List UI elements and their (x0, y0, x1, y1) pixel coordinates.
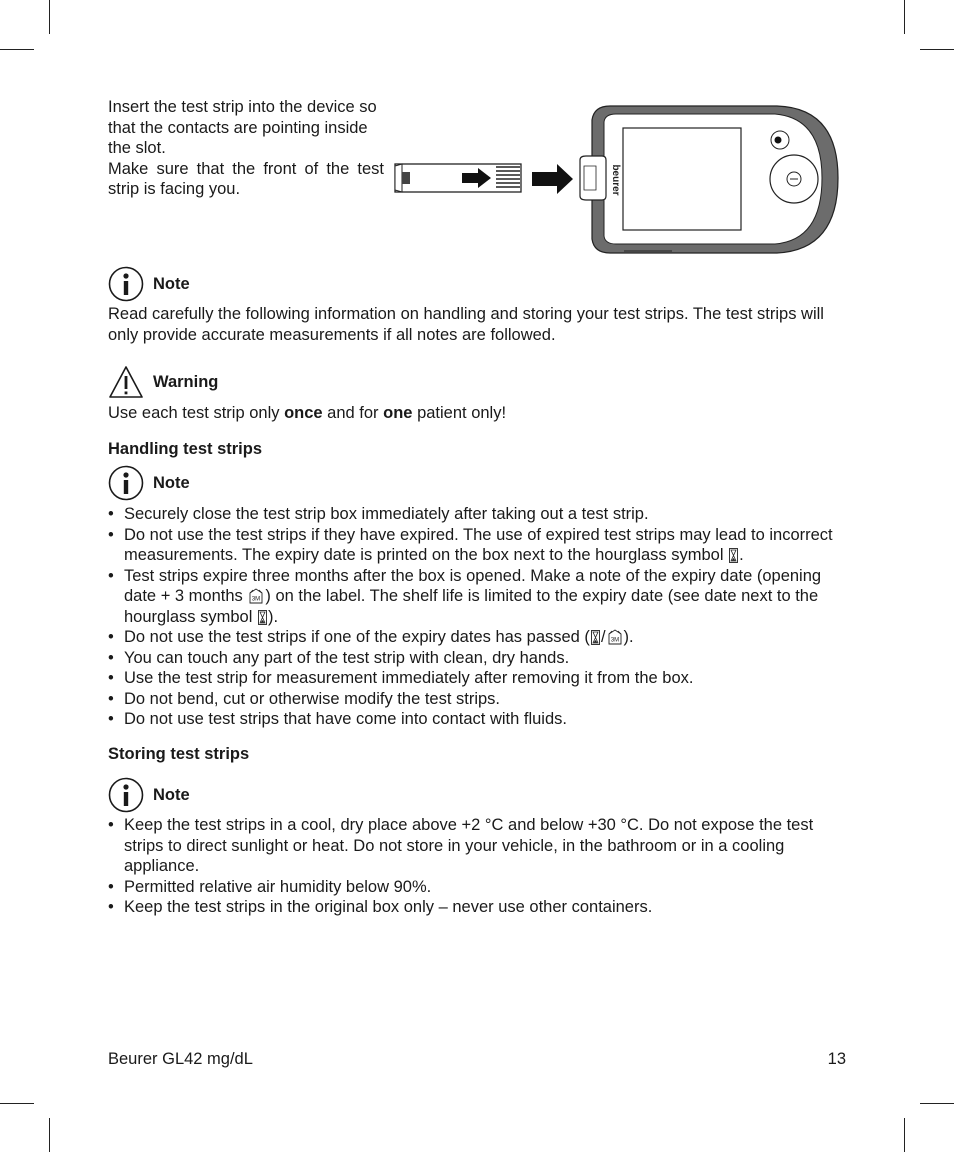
intro-text (108, 97, 384, 200)
hourglass-icon (729, 548, 738, 563)
list-item-text: ). (267, 607, 279, 626)
info-circle-icon (108, 266, 144, 302)
list-item-text: Keep the test strips in the original box only – never use other containers. (124, 898, 653, 916)
hourglass-icon (258, 610, 267, 625)
note-label: Note (153, 785, 190, 804)
handling-list (108, 504, 848, 730)
crop-mark (49, 1118, 50, 1152)
warning-triangle-icon (108, 364, 144, 400)
intro-instruction: Make sure that the front of the test strip is facing you. (108, 159, 384, 198)
list-item-text: ) on the label. The shelf life is limited to the expiry date (see date next to the hourglass symbol (124, 587, 819, 626)
storing-list (108, 815, 848, 918)
info-circle-icon (108, 777, 144, 813)
warning-text-part: Use each test strip only (108, 404, 285, 422)
svg-text:3M: 3M (252, 596, 261, 603)
warning-text (108, 403, 846, 424)
list-item (108, 815, 848, 877)
list-item-text: ). (623, 628, 634, 646)
list-item (108, 897, 848, 918)
crop-mark (920, 49, 954, 50)
warning-text-part: and for (322, 404, 384, 422)
intro-line: the slot. (108, 139, 166, 157)
hourglass-icon (591, 630, 600, 645)
crop-mark (920, 1103, 954, 1104)
list-item-text: Test strips expire three months after the box is opened. Make a note of the expiry date (opening date + 3 months (124, 566, 822, 605)
crop-mark (0, 1103, 34, 1104)
opened-box-3m-icon (248, 587, 264, 604)
list-item-text: Do not use test strips that have come into contact with fluids. (124, 710, 567, 728)
list-item-text: . (739, 546, 744, 564)
list-item (108, 668, 848, 689)
intro-line: that the contacts are pointing inside (108, 118, 368, 137)
list-item (108, 689, 848, 710)
crop-mark (49, 0, 50, 34)
page-number: 13 (827, 1050, 846, 1068)
list-item-text: Securely close the test strip box immediately after taking out a test strip. (124, 505, 649, 523)
list-item (108, 877, 848, 898)
list-item (108, 566, 848, 628)
list-item-text: Keep the test strips in a cool, dry place above +2 °C and below +30 °C. Do not expose the test strips to direct sunlight or heat. Do not store in your vehicle, in the bathroom or in a cooling appliance. (124, 816, 814, 875)
crop-mark (904, 1118, 905, 1152)
list-item (108, 504, 848, 525)
list-item-text: Do not use the test strips if one of the expiry dates has passed ( (124, 628, 590, 646)
warning-header (108, 364, 218, 400)
crop-mark (0, 49, 34, 50)
opened-box-3m-icon (607, 628, 623, 645)
warning-emphasis: one (383, 404, 413, 422)
list-item-text: / (600, 628, 606, 646)
list-item (108, 648, 848, 669)
crop-mark (904, 0, 905, 34)
device-illustration (392, 100, 847, 260)
svg-text:3M: 3M (610, 637, 619, 644)
note-label: Note (153, 473, 190, 492)
info-circle-icon (108, 465, 144, 501)
device-brand: beurer (610, 164, 621, 196)
warning-emphasis: once (284, 404, 323, 422)
glucose-meter (580, 106, 838, 253)
note-header (108, 465, 190, 501)
note-header (108, 777, 190, 813)
test-strip (395, 164, 521, 192)
list-item-text: You can touch any part of the test strip with clean, dry hands. (124, 648, 570, 667)
insert-arrow (532, 164, 573, 194)
note-text: Read carefully the following information on handling and storing your test strips. The test strips will only provide accurate measurements if all notes are followed. (108, 305, 824, 344)
section-heading-handling: Handling test strips (108, 440, 263, 458)
note-header (108, 266, 190, 302)
warning-label: Warning (153, 372, 219, 391)
footer-product: Beurer GL42 mg/dL (108, 1050, 253, 1068)
section-heading-storing: Storing test strips (108, 745, 250, 763)
list-item-text: Do not bend, cut or otherwise modify the test strips. (124, 689, 501, 708)
warning-text-part: patient only! (412, 404, 507, 422)
intro-line: Insert the test strip into the device so (108, 98, 377, 116)
list-item (108, 627, 848, 648)
list-item (108, 709, 848, 730)
note-label: Note (153, 274, 190, 293)
list-item-text: Permitted relative air humidity below 90%. (124, 877, 432, 896)
list-item (108, 525, 848, 566)
list-item-text: Do not use the test strips if they have expired. The use of expired test strips may lead to incorrect measurements. The expiry date is printed on the box next to the hourglass symbol (124, 525, 833, 564)
list-item-text: Use the test strip for measurement immediately after removing it from the box. (124, 669, 694, 687)
